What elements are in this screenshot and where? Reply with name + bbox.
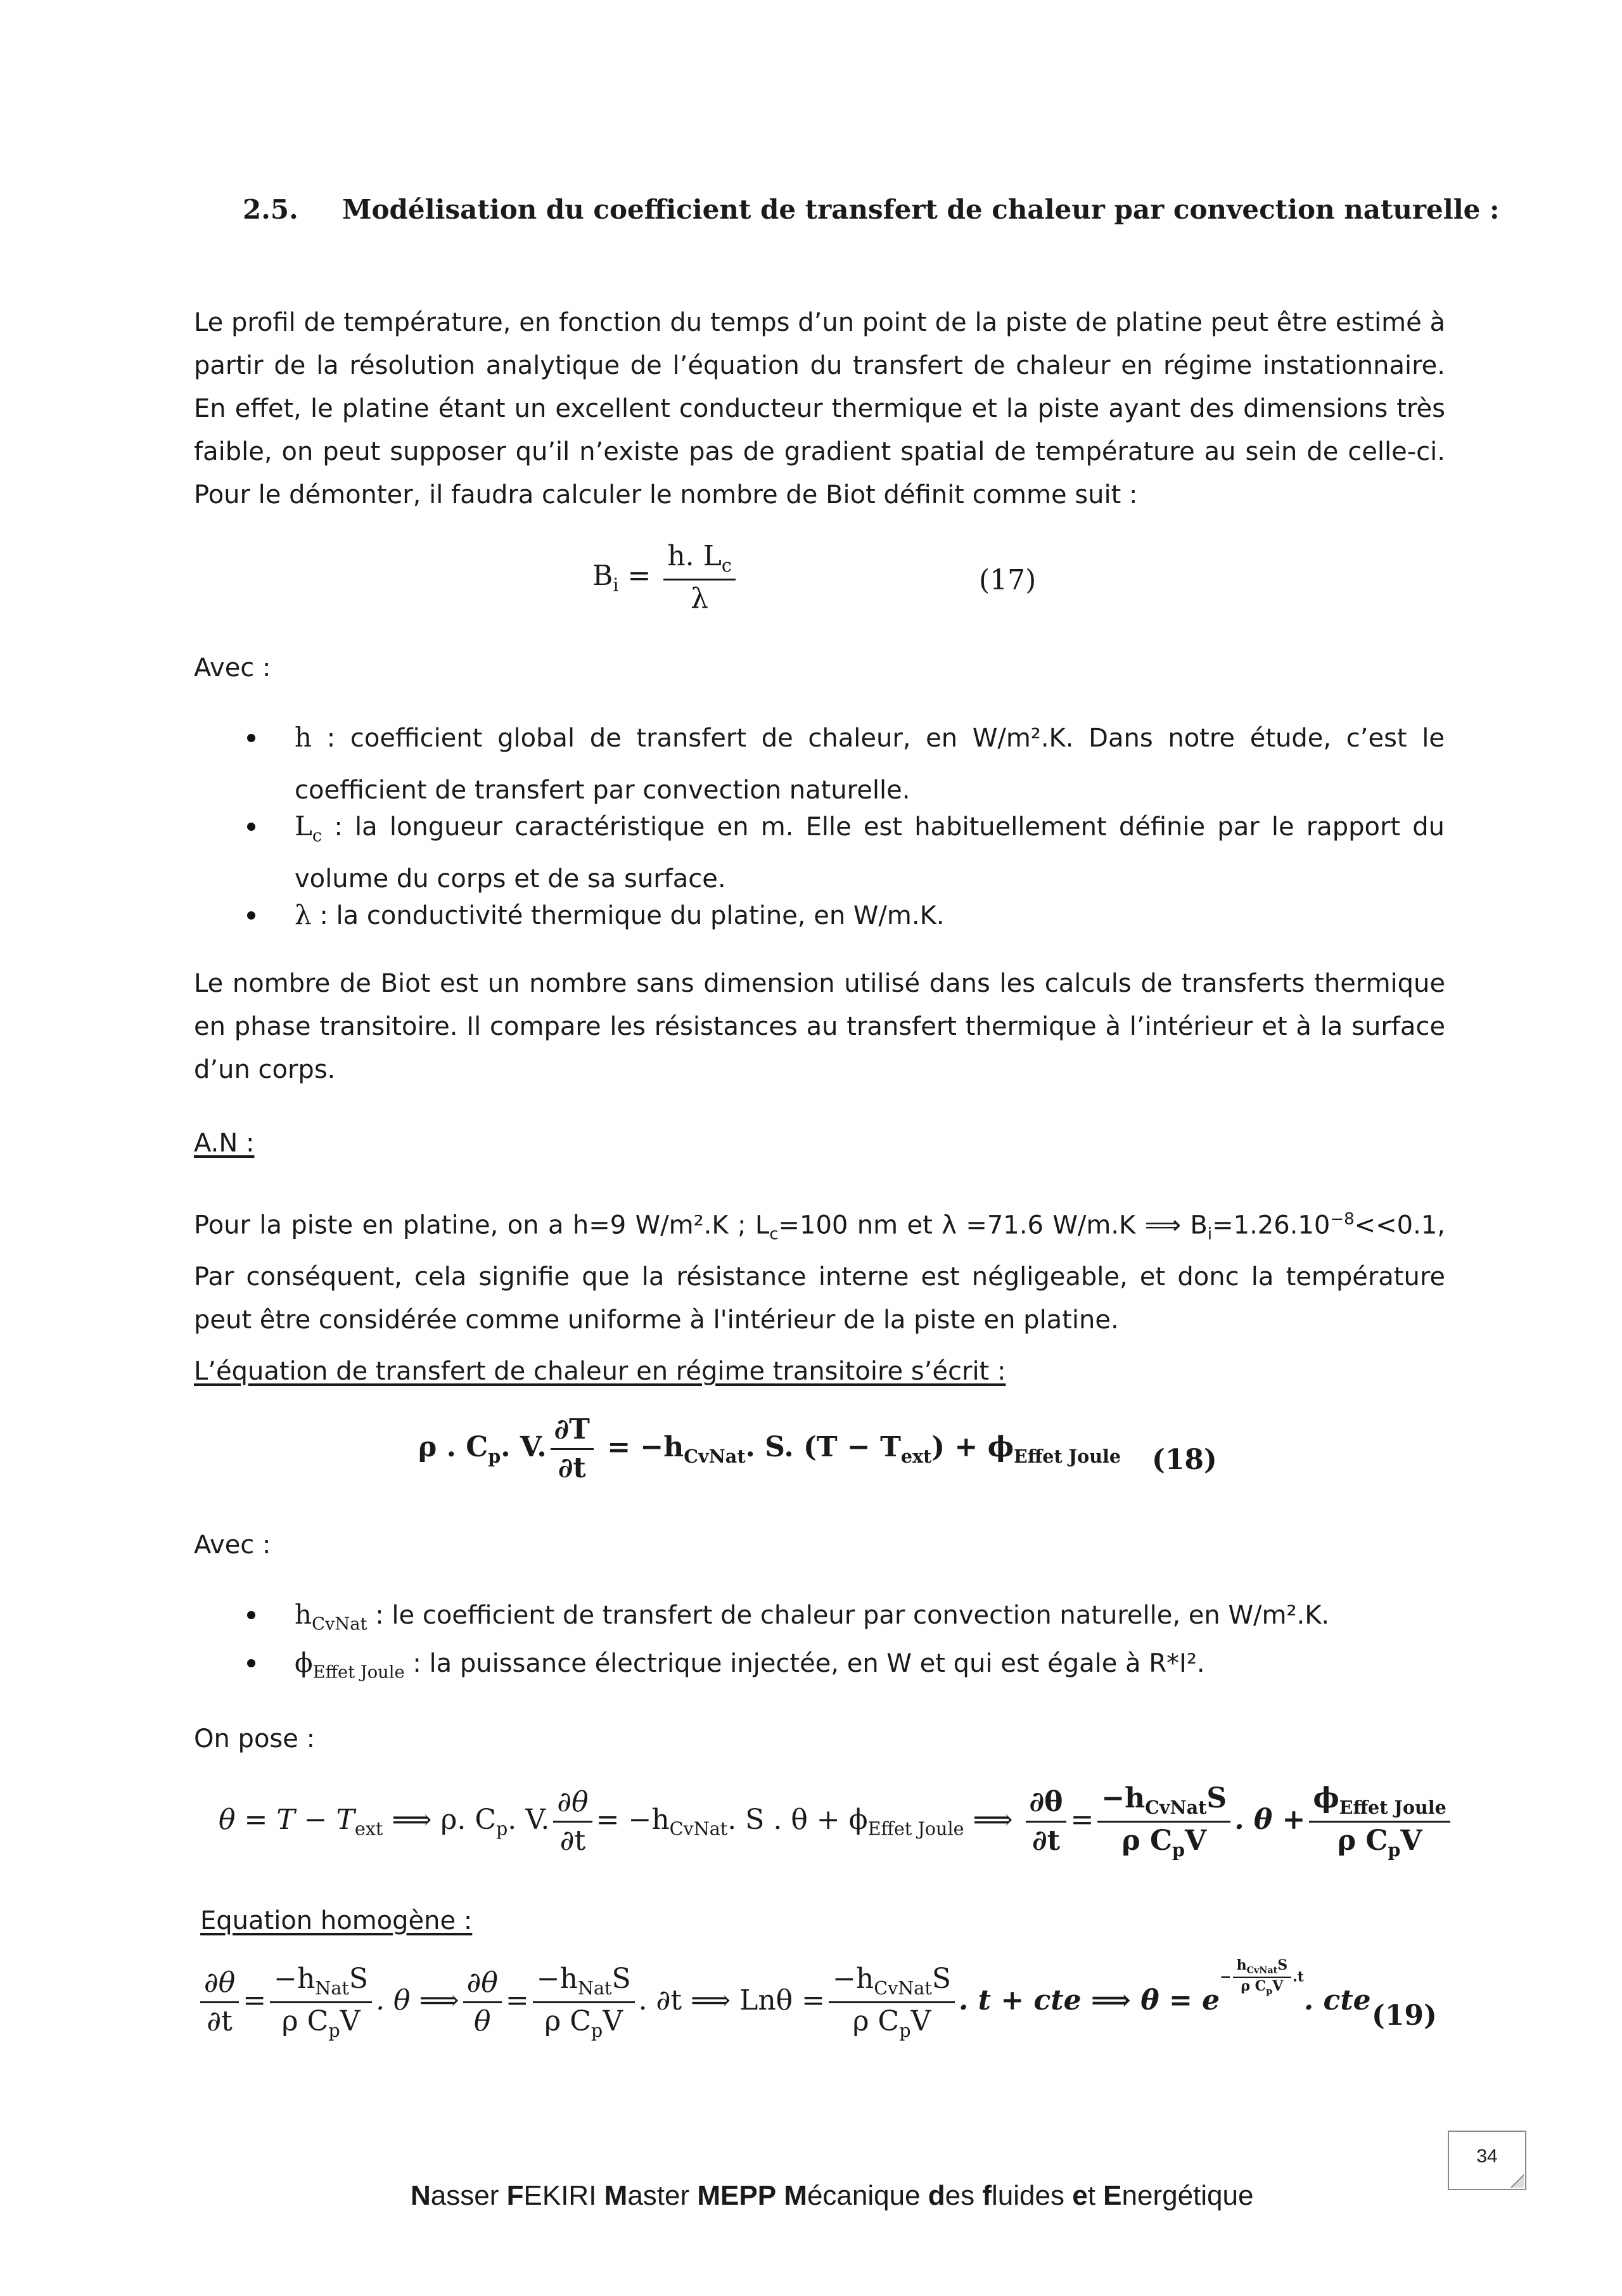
equation-pose: $\theta = T - T_{ext}$ ⟹ ρ. $C_p$. V. $\frac{\partial\theta}{\partial t}$ = $-h_{CvNat}$. S . $\theta + \phi_{Effet Joule}$ ⟹ $\frac{\partial\theta}{\partial t}$ = $\frac{-h_{CvNat}S}{\rho C_pV}$ . θ + $\frac{\phi_{Effet Joule}}{\rho C_pV}$ — [219, 1784, 1454, 1859]
bullet-icon — [247, 911, 255, 920]
bullet-icon — [247, 1659, 255, 1667]
bullet-lc-text: : la longueur caractéristique en m. Elle est habituellement définie par le rapport du volume du corps et de sa surface. — [295, 812, 1445, 894]
equation-17: $B_i$ = $\frac{h. L_c}{\lambda}$ — [592, 542, 739, 613]
transient-equation-heading: L’équation de transfert de chaleur en régime transitoire s’écrit : — [194, 1357, 1006, 1386]
an-label: A.N : — [194, 1129, 255, 1158]
eq18-label: (18) — [1152, 1444, 1217, 1476]
bullet-lambda-symbol: λ — [295, 899, 312, 930]
on-pose-label: On pose : — [194, 1724, 316, 1754]
page-number: 34 — [1476, 2146, 1498, 2167]
equation-18: ρ . $C_p$. V. $\frac{\partial T}{\partial t}$ = $-h_{CvNat}$. S. $(T - T_{ext}) + \phi_{Effet Joule}$ — [418, 1413, 1121, 1485]
bullet-lambda — [247, 894, 1445, 938]
avec-label-2: Avec : — [194, 1530, 271, 1560]
eq19-exponent: − $\frac{h_{CvNat}S}{\rho C_pV}$ .t — [1220, 1957, 1304, 1997]
section-title: Modélisation du coefficient de transfert de chaleur par convection naturelle : — [342, 194, 1500, 225]
eq17-fraction: $\frac{h. L_c}{\lambda}$ — [663, 542, 736, 613]
homogeneous-heading: Equation homogène : — [200, 1906, 473, 1935]
bullet-hcvnat — [247, 1593, 1445, 1638]
bullet-h-text: : coefficient global de transfert de chaleur, en W/m².K. Dans notre étude, c’est le coefficient de transfert par convection naturelle. — [295, 724, 1445, 805]
biot-paragraph: Le nombre de Biot est un nombre sans dimension utilisé dans les calculs de transferts thermique en phase transitoire. Il compare les résistances au transfert thermique à l’intérieur et à la surface d’un corps. — [194, 969, 1445, 1084]
bullet-lc — [247, 805, 1445, 894]
avec-label-1: Avec : — [194, 653, 271, 683]
bullet-phi-text: : la puissance électrique injectée, en W et qui est égale à R*I². — [404, 1649, 1205, 1678]
eq19-label: (19) — [1372, 1999, 1437, 2032]
an-paragraph: Pour la piste en platine, on a h=9 W/m².K ; $L_c=100$ nm et λ =71.6 W/m.K ⟹ $B_i=1.26.10^{-8}<<0.1$, Par conséquent, cela signifie que la résistance interne est négligeable, et donc la température peut être considérée comme uniforme à l'intérieur de la piste en platine. — [194, 1210, 1445, 1335]
section-number: 2.5. — [243, 194, 298, 225]
equation-19: $\frac{\partial\theta}{\partial t}$ = $\frac{-h_{Nat}S}{\rho C_pV}$ . θ ⟹ $\frac{\partial\theta}{\theta}$ = $\frac{-h_{Nat}S}{\rho C_pV}$ . ∂t ⟹ Lnθ = $\frac{-h_{CvNat}S}{\rho C_pV}$ . t + cte ⟹ θ = e− $\frac{h_{CvNat}S}{\rho C_pV}$ .t. cte — [196, 1965, 1371, 2040]
intro-paragraph: Le profil de température, en fonction du temps d’un point de la piste de platine peut être estimé à partir de la résolution analytique de l’équation du transfert de chaleur en régime instationnaire. En effet, le platine étant un excellent conducteur thermique et la piste ayant des dimensions très faible, on peut supposer qu’il n’existe pas de gradient spatial de température au sein de celle-ci. Pour le démonter, il faudra calculer le nombre de Biot définit comme suit : — [194, 308, 1445, 510]
bullet-hcvnat-text: : le coefficient de transfert de chaleur par convection naturelle, en W/m².K. — [367, 1601, 1330, 1630]
bullet-icon — [247, 1611, 255, 1619]
bullet-h-symbol: h — [295, 722, 312, 753]
page-number-box — [1448, 2131, 1526, 2190]
bullet-icon — [247, 823, 255, 831]
eq17-label: (17) — [979, 564, 1037, 596]
bullet-hcvnat-symbol: $h_{CvNat}$ — [295, 1599, 367, 1634]
bullet-lc-symbol: $L_c$ — [295, 811, 322, 846]
bullet-phi — [247, 1641, 1445, 1686]
bullet-icon — [247, 734, 255, 742]
footer-author-line: Nasser FEKIRI Master MEPP Mécanique des fluides et Energétique — [411, 2180, 1254, 2211]
bullet-phi-symbol: $\phi_{Effet Joule}$ — [295, 1647, 405, 1683]
bullet-lambda-text: : la conductivité thermique du platine, en W/m.K. — [311, 901, 945, 930]
eq17-lhs: $B_i$ — [592, 560, 619, 596]
bullet-h — [247, 716, 1445, 805]
